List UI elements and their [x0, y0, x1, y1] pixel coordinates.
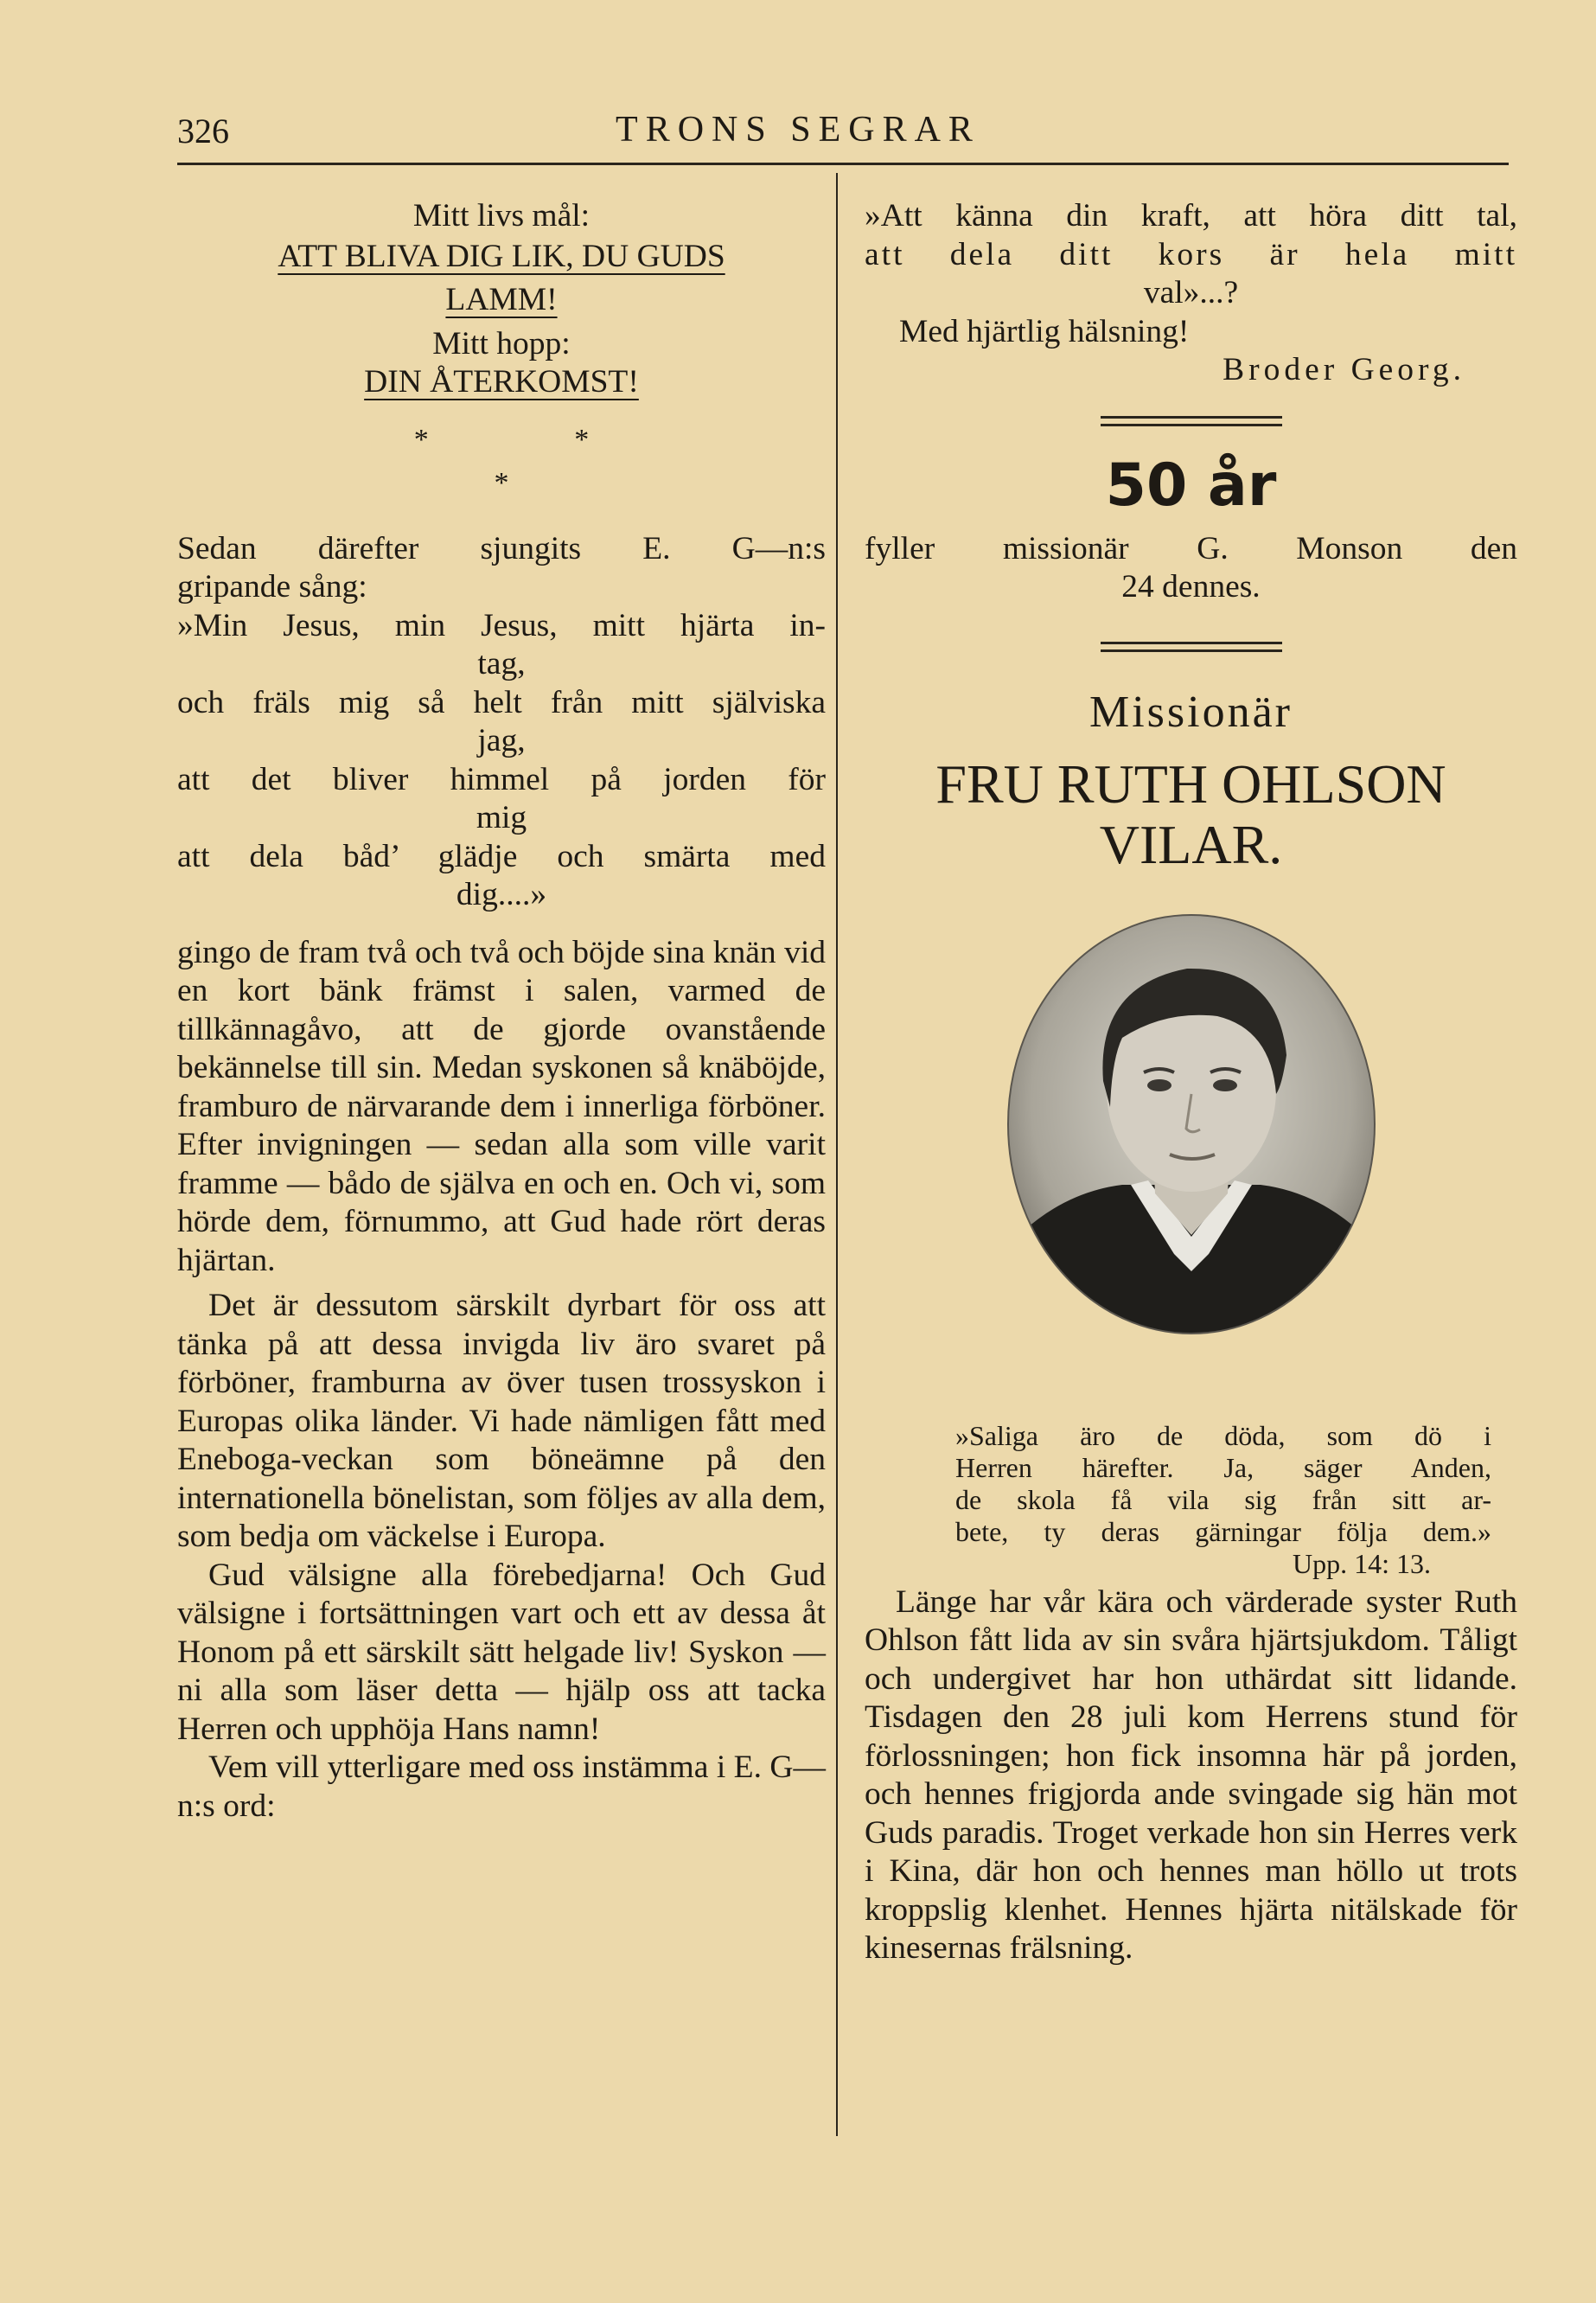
obituary-text: Länge har vår kära och värderade syster Ruth Ohlson fått lida av sin svåra hjärtsjukdom. Tåligt och undergivet har hon uthärdat sitt lidande. Tisdagen den 28 juli kom Herrens stund för förlossningen; hon fick insomna här på jorden, och hennes frigjorda ande svingade sig hän mot Guds paradis. Troget verkade hon sin Herres verk i Kina, där hon och hennes man höllo ut trots kroppslig klenhet. Hennes hjärta nitälskade för kinesernas frälsning.: [865, 1583, 1517, 1966]
poem-line-cont: tag,: [477, 646, 526, 681]
stars-bottom: *: [494, 466, 509, 499]
intro-line-2: gripande sång:: [177, 569, 367, 605]
column-divider: [836, 173, 838, 2136]
obituary-title-line-2: VILAR.: [1099, 813, 1283, 875]
section-stars: [177, 425, 826, 499]
verse-line-1: »Att känna din kraft, att höra ditt tal,: [865, 198, 1517, 233]
motto-line-2: LAMM!: [445, 282, 558, 317]
obituary-title-line-1: FRU RUTH OHLSON: [935, 752, 1446, 815]
birthday-line-2: 24 dennes.: [1121, 569, 1261, 605]
stars-top: * *: [413, 423, 659, 456]
paragraph-1: gingo de fram två och två och böjde sina knän vid en kort bänk främst i salen, varmed de tillkännagåvo, att de gjorde ovanstående bekännelse till sin. Medan syskonen så knäböjde, framburo de närvarande dem i innerliga förböner. Efter invigningen — sedan alla som ville varit framme — bådo de själva en och en. Och vi, som hörde dem, förnummo, att Gud hade rört deras hjärtan.: [177, 934, 826, 1278]
quote-line: »Saliga äro de döda, som dö i: [955, 1419, 1491, 1451]
poem-line-cont: dig....»: [456, 877, 547, 912]
hope-label: Mitt hopp:: [432, 325, 571, 361]
birthday-line-1: fyller missionär G. Monson den: [865, 530, 1517, 566]
motto-line-1: ATT BLIVA DIG LIK, DU GUDS: [278, 238, 725, 274]
running-title: TRONS SEGRAR: [616, 110, 980, 150]
signature: Broder Georg.: [1223, 352, 1465, 387]
intro-line-1: Sedan därefter sjungits E. G—n:s: [177, 530, 826, 566]
paragraph-2: Det är dessutom särskilt dyrbart för oss att tänka på att dessa invigda liv äro svaret på förböner, framburna av över tusen trossyskon i Europas olika länder. Vi hade nämligen fått med Eneboga-veckan som böneämne på den internationella bönelistan, som följes av alla dem, som bedja om väckelse i Europa.: [177, 1288, 826, 1554]
poem-line: att det bliver himmel på jorden för: [177, 761, 826, 797]
double-rule: [1101, 642, 1282, 652]
quote-line: Herren härefter. Ja, säger Anden,: [955, 1451, 1491, 1483]
poem-line: att dela båd’ glädje och smärta med: [177, 838, 826, 874]
motto-label: Mitt livs mål:: [412, 198, 591, 233]
page-number: 326: [177, 112, 229, 150]
verse-line-2: att dela ditt kors är hela mitt: [865, 236, 1517, 272]
scripture-quote: [865, 1420, 1517, 1580]
quote-reference: Upp. 14: 13.: [1293, 1547, 1431, 1579]
quote-line: bete, ty deras gärningar följa dem.»: [955, 1515, 1491, 1547]
left-column: [177, 197, 826, 1826]
birthday-heading: 50 år: [1105, 451, 1277, 520]
right-column: [865, 197, 1517, 1968]
poem-line: och fräls mig så helt från mitt själviska: [177, 684, 826, 720]
greeting: Med hjärtlig hälsning!: [899, 313, 1190, 349]
quote-line: de skola få vila sig från sitt ar-: [955, 1483, 1491, 1515]
header-rule: [177, 163, 1509, 165]
paragraph-4: Vem vill ytterligare med oss instämma i E. G—n:s ord:: [177, 1750, 826, 1824]
verse-line-3: val»...?: [1143, 275, 1239, 310]
poem-line: »Min Jesus, min Jesus, mitt hjärta in-: [177, 607, 826, 643]
portrait-image: [1001, 908, 1382, 1340]
obituary-label: Missionär: [1089, 687, 1293, 737]
poem-line-cont: mig: [476, 800, 527, 835]
double-rule: [1101, 416, 1282, 426]
portrait-photo: [1001, 908, 1382, 1340]
poem-line-cont: jag,: [477, 723, 526, 758]
paragraph-3: Gud välsigne alla förebedjarna! Och Gud välsigne i fortsättningen vart och ett av dessa åt Honom på ett särskilt sätt helgade liv! Syskon — ni alla som läser detta — hjälp oss att tacka Herren och upphöja Hans namn!: [177, 1557, 826, 1747]
poem: [177, 607, 826, 915]
hope-text: DIN ÅTERKOMST!: [364, 364, 639, 400]
